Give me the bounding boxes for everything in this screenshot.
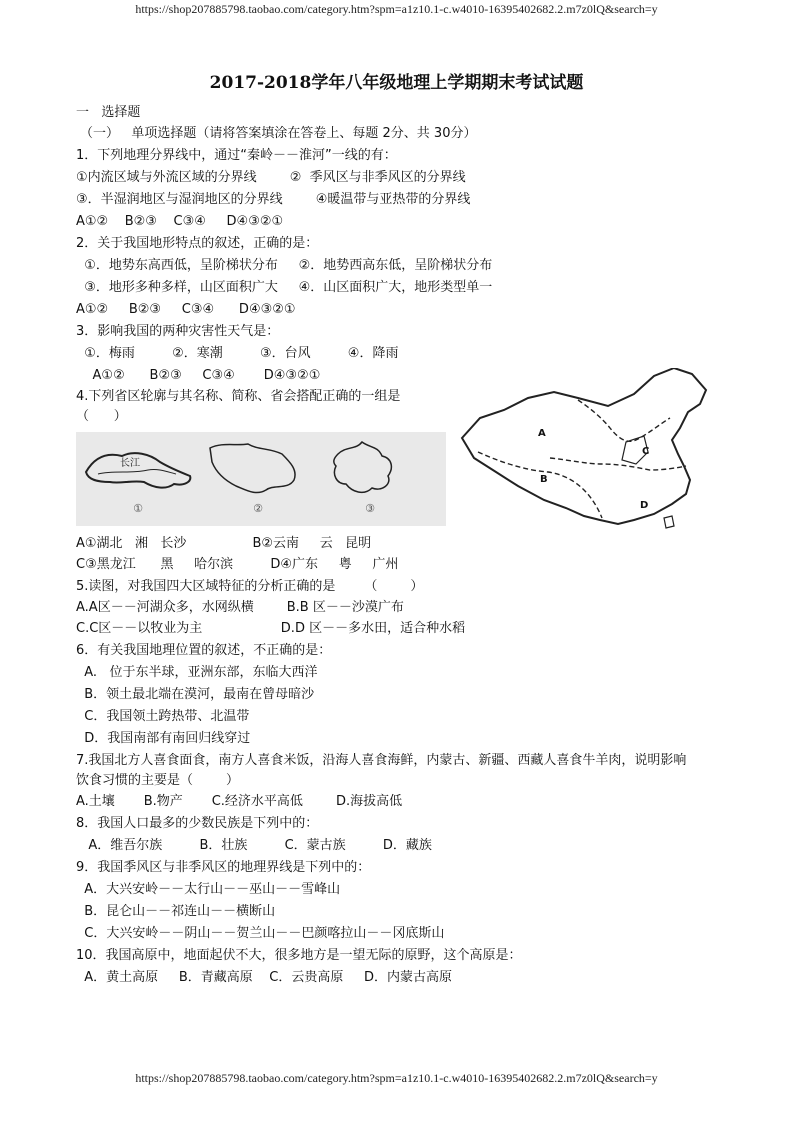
q2-stem: 2．关于我国地形特点的叙述，正确的是： — [76, 236, 319, 251]
q5-option-line: A.A区－－河湖众多，水网纵横 B.B 区－－沙漠广布 — [76, 600, 404, 615]
q6-option-c: C．我国领土跨热带、北温带 — [76, 709, 250, 724]
q4-paren: （ ） — [76, 409, 127, 424]
q2-answers: A①② B②③ C③④ D④③②① — [76, 302, 296, 317]
china-regions-map — [458, 368, 730, 538]
q7-stem-line1: 7.我国北方人喜食面食，南方人喜食米饭，沿海人喜食海鲜，内蒙古、新疆、西藏人喜食牛羊肉，说明影响 — [76, 753, 687, 768]
outline-number-2: ② — [253, 502, 263, 515]
q10-stem: 10．我国高原中，地面起伏不大，很多地方是一望无际的原野，这个高原是： — [76, 948, 522, 963]
footer-url: https://shop207885798.taobao.com/category.htm?spm=a1z10.1-c.w4010-16395402682.2.m7z0lQ&search=y — [135, 1071, 658, 1085]
q4-option-line: C③黑龙江 黑 哈尔滨 D④广东 粤 广州 — [76, 557, 399, 572]
q5-stem: 5.读图，对我国四大区域特征的分析正确的是 （ ） — [76, 579, 424, 594]
q6-option-b: B．领土最北端在漠河，最南在曾母暗沙 — [76, 687, 315, 702]
yangtze-label: 长江 — [120, 458, 140, 469]
q4-stem: 4.下列省区轮廓与其名称、简称、省会搭配正确的一组是 — [76, 389, 401, 404]
q6-option-a: A. 位于东半球，亚洲东部，东临大西洋 — [76, 665, 318, 680]
province-outlines-figure — [76, 432, 446, 526]
q4-option-line: A①湖北 湘 长沙 B②云南 云 昆明 — [76, 536, 372, 551]
q7-stem-line2: 饮食习惯的主要是（ ） — [76, 773, 240, 788]
q9-option-a: A．大兴安岭－－太行山－－巫山－－雪峰山 — [76, 882, 341, 897]
q1-answers: A①② B②③ C③④ D④③②① — [76, 214, 284, 229]
page-title: 2017-2018学年八年级地理上学期期末考试试题 — [209, 73, 584, 93]
q6-option-d: D．我国南部有南回归线穿过 — [76, 731, 251, 746]
outline-number-3: ③ — [365, 502, 375, 515]
region-label-a: A — [538, 428, 546, 439]
section-heading: 一 选择题 — [76, 105, 141, 120]
q9-stem: 9．我国季风区与非季风区的地理界线是下列中的： — [76, 860, 371, 875]
region-label-c: C — [642, 446, 650, 457]
subsection-heading: （一） 单项选择题（请将答案填涂在答卷上、每题 2分、共 30分） — [80, 126, 477, 141]
q1-option-line: ③．半湿润地区与湿润地区的分界线 ④暖温带与亚热带的分界线 — [76, 192, 471, 207]
region-label-b: B — [540, 474, 548, 485]
q3-stem: 3．影响我国的两种灾害性天气是： — [76, 324, 280, 339]
q3-answers: A①② B②③ C③④ D④③②① — [76, 368, 321, 383]
header-url: https://shop207885798.taobao.com/category.htm?spm=a1z10.1-c.w4010-16395402682.2.m7z0lQ&search=y — [135, 2, 658, 16]
q2-option-line: ③．地形多种多样，山区面积广大 ④．山区面积广大，地形类型单一 — [76, 280, 493, 295]
q1-stem: 1．下列地理分界线中，通过“秦岭－－淮河”一线的有： — [76, 148, 397, 163]
q2-option-line: ①．地势东高西低，呈阶梯状分布 ②．地势西高东低，呈阶梯状分布 — [76, 258, 493, 273]
outline-number-1: ① — [133, 502, 143, 515]
q6-stem: 6．有关我国地理位置的叙述，不正确的是： — [76, 643, 332, 658]
q1-option-line: ①内流区域与外流区域的分界线 ② 季风区与非季风区的分界线 — [76, 170, 466, 185]
q8-stem: 8．我国人口最多的少数民族是下列中的： — [76, 816, 319, 831]
q8-options: A．维吾尔族 B．壮族 C．蒙古族 D．藏族 — [76, 838, 432, 853]
q7-options: A.土壤 B.物产 C.经济水平高低 D.海拔高低 — [76, 794, 403, 809]
region-label-d: D — [640, 500, 649, 511]
q9-option-b: B．昆仑山－－祁连山－－横断山 — [76, 904, 276, 919]
q9-option-c: C．大兴安岭－－阴山－－贺兰山－－巴颜喀拉山－－冈底斯山 — [76, 926, 445, 941]
q5-option-line: C.C区－－以牧业为主 D.D 区－－多水田，适合种水稻 — [76, 621, 466, 636]
q10-options: A．黄土高原 B．青藏高原 C．云贵高原 D．内蒙古高原 — [76, 970, 453, 985]
q3-options: ①．梅雨 ②．寒潮 ③．台风 ④．降雨 — [76, 346, 399, 361]
